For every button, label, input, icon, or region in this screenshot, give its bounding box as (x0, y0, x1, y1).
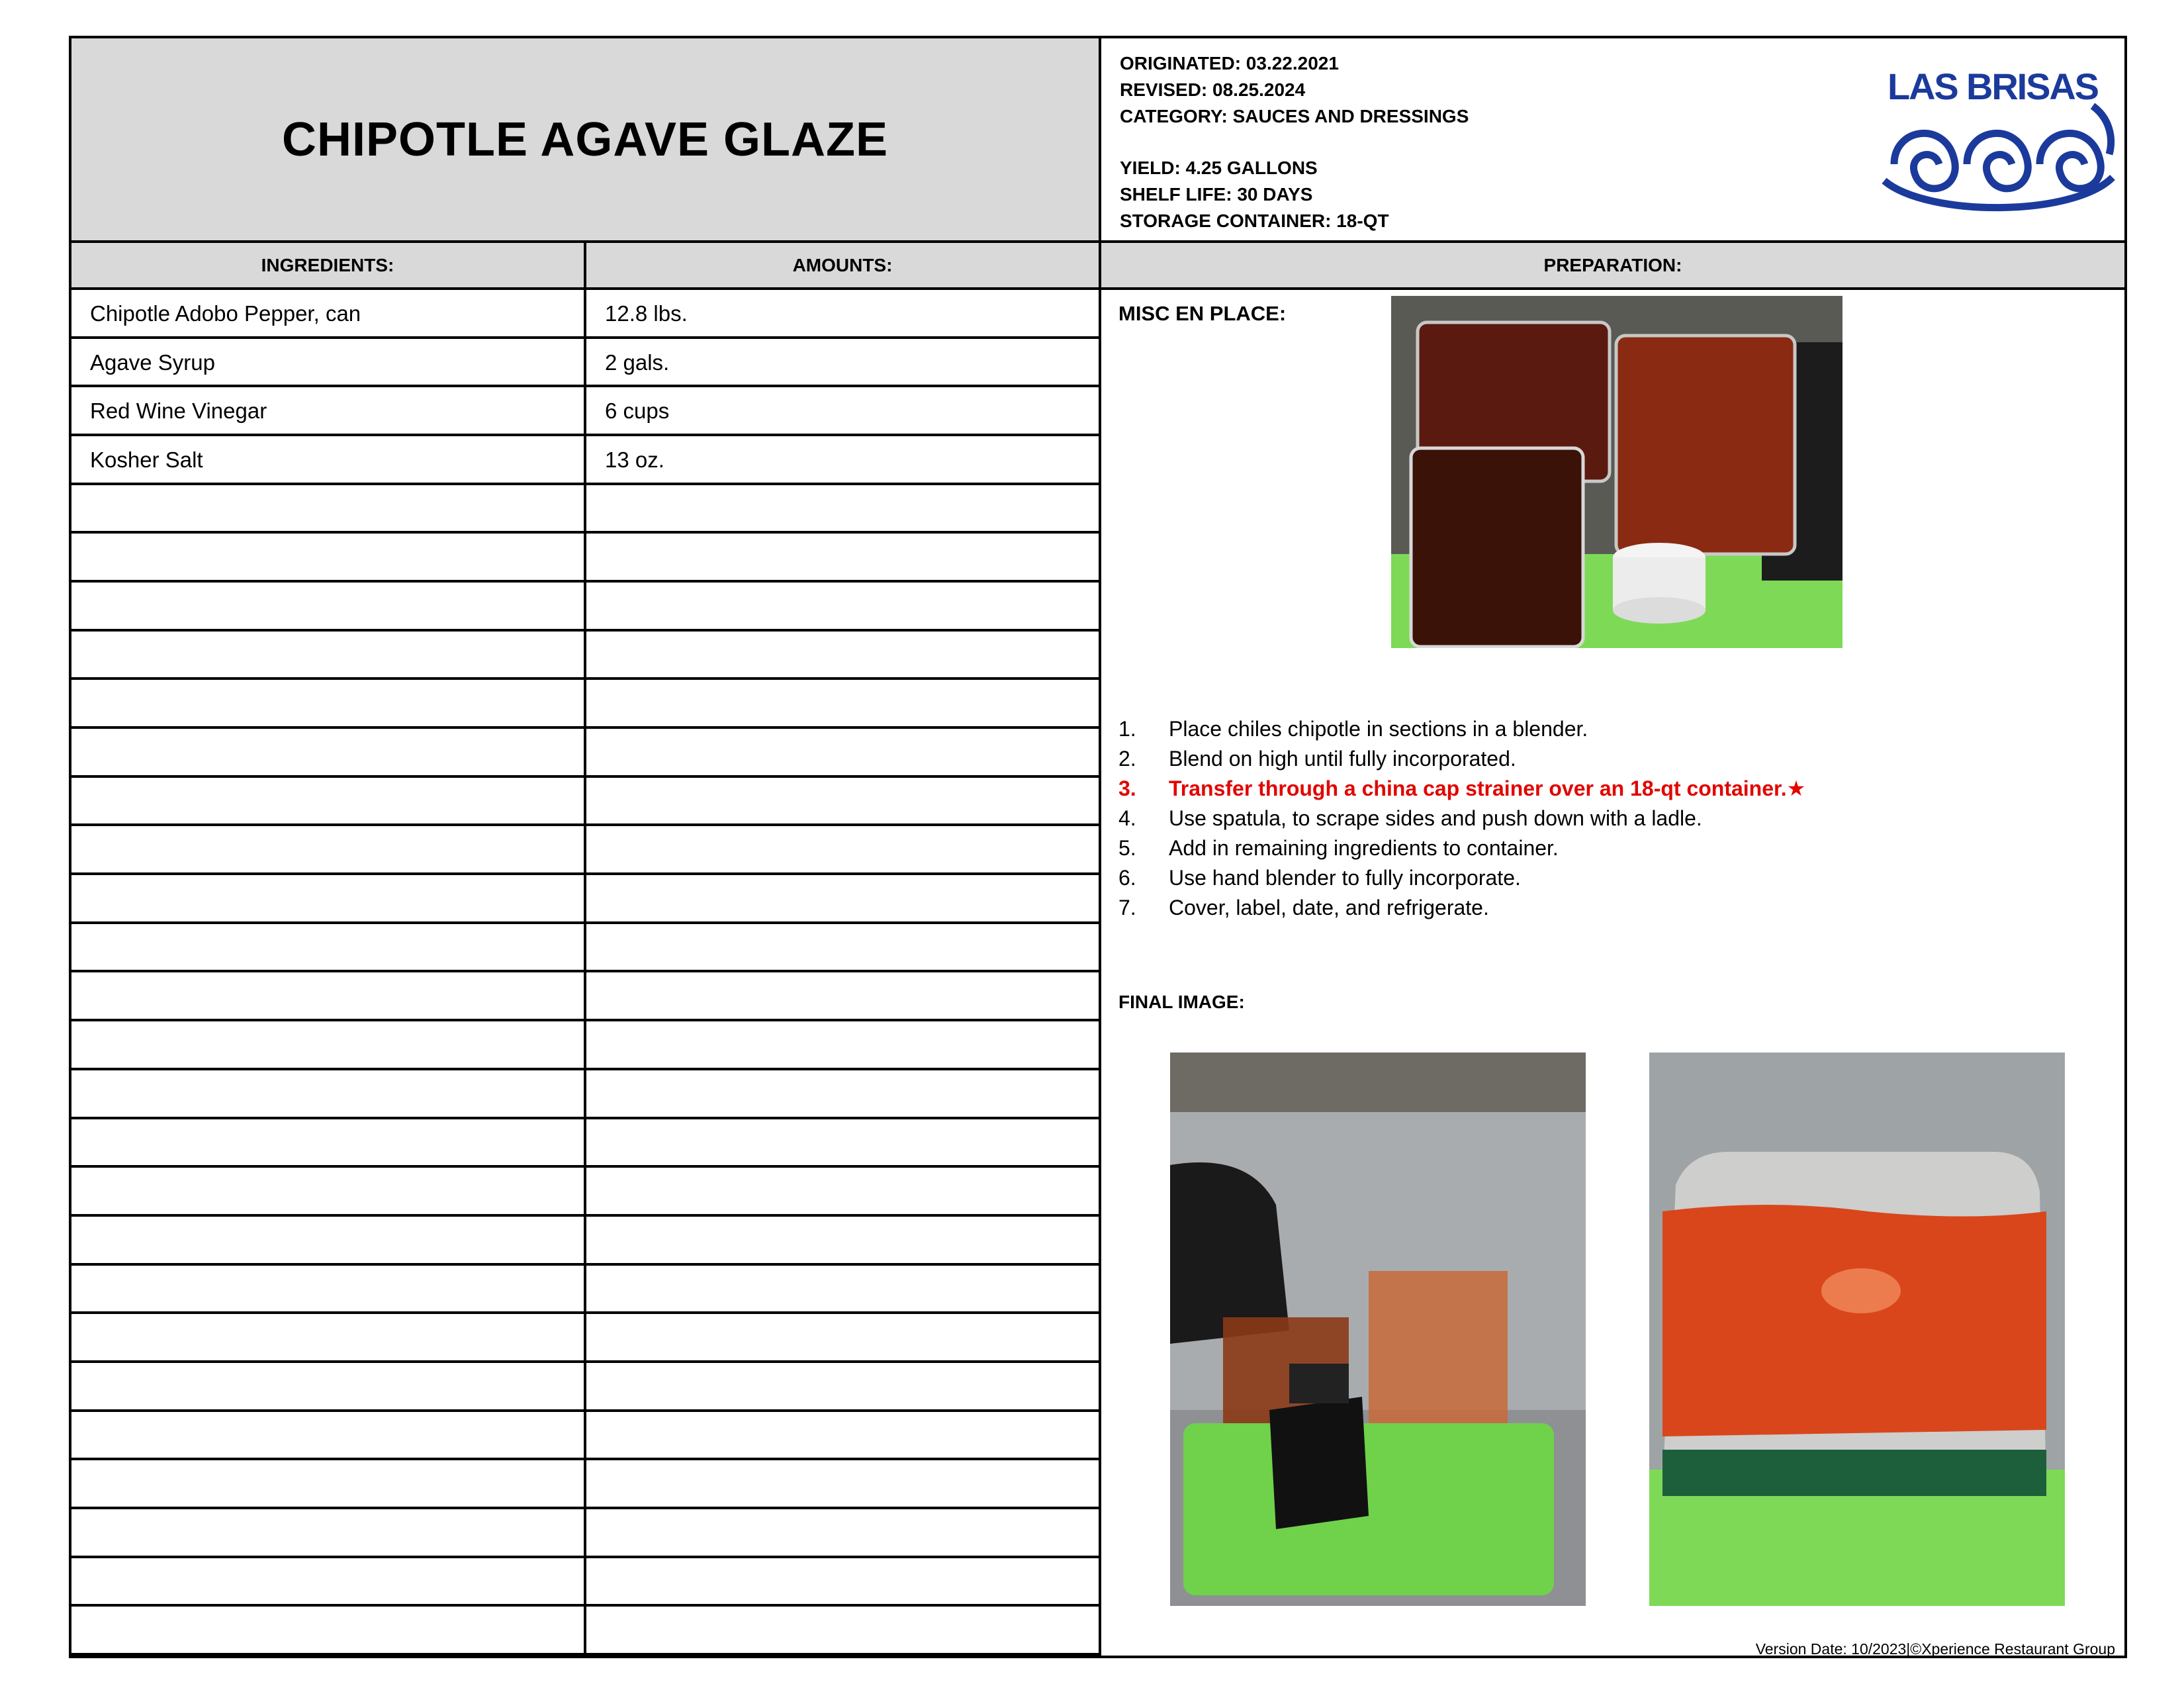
preparation-step (1118, 774, 1805, 804)
misc-en-place-photo (1391, 296, 1843, 648)
ingredient-row (71, 1607, 1101, 1656)
step-text: Transfer through a china cap strainer over an 18-qt container.★ (1169, 776, 1806, 800)
ingredient-row (71, 729, 1101, 778)
ingredient-row (71, 1119, 1101, 1168)
final-image-label: FINAL IMAGE: (1118, 992, 1245, 1012)
step-number: 5. (1118, 836, 1136, 860)
preparation-step (1118, 893, 1805, 923)
step-text: Blend on high until fully incorporated. (1169, 747, 1516, 771)
ingredients-header-label: INGREDIENTS: (261, 254, 394, 275)
recipe-title: CHIPOTLE AGAVE GLAZE (281, 113, 889, 166)
meta-cell (1101, 38, 2124, 243)
column-divider (1099, 290, 1101, 1656)
final-photo-blending (1170, 1053, 1586, 1606)
step-text: Cover, label, date, and refrigerate. (1169, 896, 1489, 919)
ingredient-row (71, 436, 1101, 485)
step-number: 1. (1118, 717, 1136, 741)
ingredient-row (71, 1266, 1101, 1315)
revised-date: REVISED: 08.25.2024 (1120, 79, 1306, 100)
ingredient-row (71, 924, 1101, 973)
ingredient-row (71, 1509, 1101, 1558)
ingredient-amount: 6 cups (605, 399, 670, 424)
ingredient-row (71, 485, 1101, 534)
ingredient-name: Agave Syrup (90, 350, 215, 375)
ingredient-row (71, 632, 1101, 680)
ingredient-amount: 2 gals. (605, 350, 670, 375)
preparation-step (1118, 804, 1805, 833)
step-number: 4. (1118, 806, 1136, 830)
preparation-step (1118, 863, 1805, 893)
ingredient-row (71, 973, 1101, 1022)
ingredients-header (71, 243, 586, 290)
ingredient-row (71, 1460, 1101, 1509)
step-number: 3. (1118, 776, 1136, 800)
ingredient-name: Red Wine Vinegar (90, 399, 267, 424)
ingredient-amount: 13 oz. (605, 447, 664, 473)
ingredient-row (71, 875, 1101, 924)
ingredient-row (71, 1217, 1101, 1266)
ingredients-table (71, 290, 1101, 1656)
step-number: 6. (1118, 866, 1136, 890)
misc-en-place-label: MISC EN PLACE: (1118, 302, 1287, 325)
preparation-header-label: PREPARATION: (1543, 254, 1682, 275)
recipe-card (69, 36, 2127, 1658)
ingredient-row (71, 1070, 1101, 1119)
shelf-life: SHELF LIFE: 30 DAYS (1120, 184, 1313, 205)
storage-container: STORAGE CONTAINER: 18-QT (1120, 211, 1389, 231)
ingredient-row (71, 290, 1101, 339)
logo-text: LAS BRISAS (1888, 66, 2099, 107)
originated-date: ORIGINATED: 03.22.2021 (1120, 53, 1339, 73)
ingredient-row (71, 1558, 1101, 1607)
ingredient-row (71, 387, 1101, 436)
yield: YIELD: 4.25 GALLONS (1120, 158, 1318, 178)
meta-block (1120, 50, 1469, 234)
ingredient-row (71, 778, 1101, 827)
ingredient-amount: 12.8 lbs. (605, 301, 688, 326)
preparation-step (1118, 833, 1805, 863)
step-text: Use hand blender to fully incorporate. (1169, 866, 1521, 890)
ingredient-name: Chipotle Adobo Pepper, can (90, 301, 361, 326)
ingredient-row (71, 1412, 1101, 1461)
step-number: 7. (1118, 896, 1136, 919)
ingredient-row (71, 534, 1101, 583)
ingredient-row (71, 680, 1101, 729)
preparation-step (1118, 744, 1805, 774)
version-footer: Version Date: 10/2023|©Xperience Restaurant Group (1755, 1640, 2115, 1658)
category: CATEGORY: SAUCES AND DRESSINGS (1120, 106, 1469, 126)
step-text: Add in remaining ingredients to container. (1169, 836, 1559, 860)
column-divider (584, 290, 586, 1656)
amounts-header-label: AMOUNTS: (792, 254, 893, 275)
step-text: Place chiles chipotle in sections in a blender. (1169, 717, 1588, 741)
ingredient-row (71, 583, 1101, 632)
las-brisas-logo (1881, 65, 2119, 217)
ingredient-row (71, 1168, 1101, 1217)
ingredient-row (71, 826, 1101, 875)
step-number: 2. (1118, 747, 1136, 771)
ingredient-row (71, 1021, 1101, 1070)
preparation-steps (1118, 714, 1805, 923)
ingredient-row (71, 1363, 1101, 1412)
step-text: Use spatula, to scrape sides and push down with a ladle. (1169, 806, 1702, 830)
ingredient-name: Kosher Salt (90, 447, 203, 473)
final-photo-container (1649, 1053, 2065, 1606)
ingredient-row (71, 1314, 1101, 1363)
amounts-header (586, 243, 1101, 290)
ingredient-row (71, 339, 1101, 388)
title-cell (71, 38, 1101, 243)
preparation-header (1101, 243, 2124, 290)
preparation-step (1118, 714, 1805, 744)
